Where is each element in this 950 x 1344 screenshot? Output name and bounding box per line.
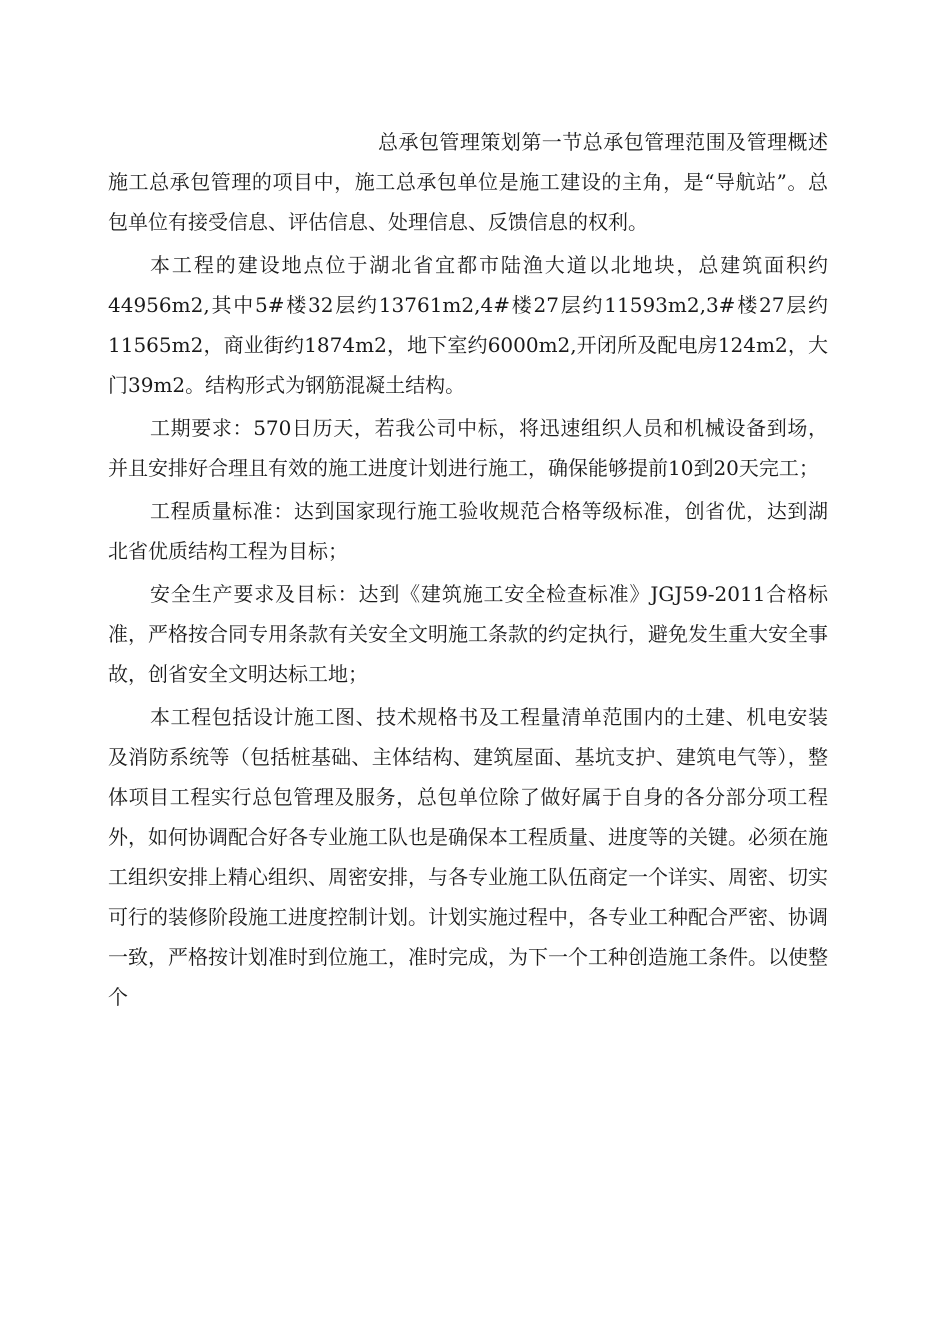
safety-target-paragraph: 安全生产要求及目标：达到《建筑施工安全检查标准》JGJ59-2011合格标准，严格按合同专用条款有关安全文明施工条款的约定执行，避免发生重大安全事故，创省安全文明达标工地； <box>108 582 828 686</box>
schedule-requirement-paragraph: 工期要求：570日历天，若我公司中标，将迅速组织人员和机械设备到场，并且安排好合理且有效的施工进度计划进行施工，确保能够提前10到20天完工； <box>108 416 828 480</box>
project-location-paragraph: 本工程的建设地点位于湖北省宜都市陆渔大道以北地块，总建筑面积约44956m2,其中5#楼32层约13761m2,4#楼27层约11593m2,3#楼27层约11565m2，商业街约1874m2，地下室约6000m2,开闭所及配电房124m2，大门39m2。结构形式为钢筋混凝土结构。 <box>108 253 828 397</box>
scope-management-paragraph: 本工程包括设计施工图、技术规格书及工程量清单范围内的土建、机电安装及消防系统等（包括桩基础、主体结构、建筑屋面、基坑支护、建筑电气等），整体项目工程实行总包管理及服务，总包单位除了做好属于自身的各分部分项工程外，如何协调配合好各专业施工队也是确保本工程质量、进度等的关键。必须在施工组织安排上精心组织、周密安排，与各专业施工队伍商定一个详实、周密、切实可行的装修阶段施工进度控制计划。计划实施过程中，各专业工种配合严密、协调一致，严格按计划准时到位施工，准时完成，为下一个工种创造施工条件。以使整个 <box>108 705 828 1009</box>
intro-paragraph: 总承包管理策划第一节总承包管理范围及管理概述施工总承包管理的项目中，施工总承包单位是施工建设的主角，是“导航站”。总包单位有接受信息、评估信息、处理信息、反馈信息的权利。 <box>108 130 828 234</box>
quality-standard-paragraph: 工程质量标准：达到国家现行施工验收规范合格等级标准，创省优，达到湖北省优质结构工程为目标； <box>108 499 828 563</box>
document-body <box>108 122 828 1020</box>
